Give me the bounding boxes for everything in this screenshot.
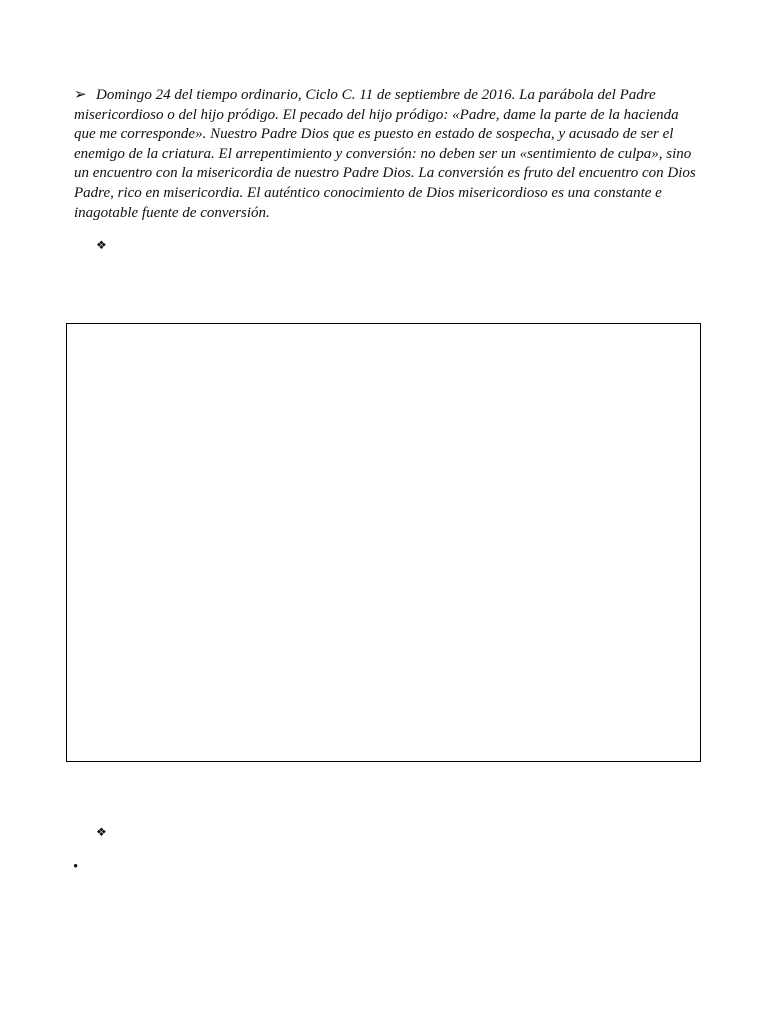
diamond-bullet-icon: ❖ bbox=[96, 825, 107, 839]
embedded-frame bbox=[66, 323, 701, 762]
main-paragraph: Domingo 24 del tiempo ordinario, Ciclo C. 11 de septiembre de 2016. La parábola del Padre misericordioso o del hijo pródigo. El pecado del hijo pródigo: «Padre, dame la parte de la hacienda que me corresponde». Nuestro Padre Dios que es puesto en estado de sospecha, y acusado de ser el enemigo de la criatura. El arrepentimiento y conversión: no deben ser un «sentimiento de culpa», sino un encuentro con la misericordia de nuestro Padre Dios. La conversión es fruto del encuentro con Dios Padre, rico en misericordia. El auténtico conocimiento de Dios misericordioso es una constante e inagotable fuente de conversión. bbox=[74, 87, 696, 221]
dot-bullet-icon: • bbox=[73, 859, 79, 875]
diamond-bullet-icon: ❖ bbox=[96, 238, 107, 252]
arrow-bullet-icon: ➢ bbox=[74, 87, 87, 103]
